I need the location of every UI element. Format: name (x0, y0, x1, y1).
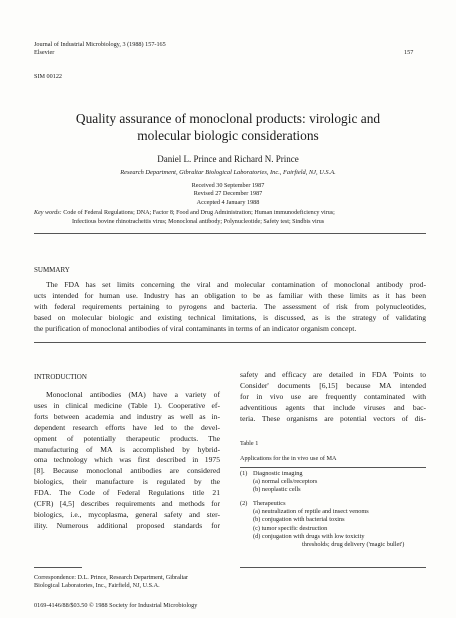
keywords (34, 209, 426, 226)
summary-line: ucts intended for human use. Industry has an obligation to be as familiar with these limits as it has been (34, 290, 426, 300)
intro-line: manufacturing of MA is accomplished by hybrid- (34, 444, 220, 454)
intro-line: forts between academia and industry as well as in- (34, 411, 220, 421)
intro-line: Monoclonal antibodies (MA) have a variety of (46, 390, 220, 399)
keywords-label: Key words: (34, 210, 62, 216)
summary-rule (34, 342, 426, 343)
received-date: Received 30 September 1987 (191, 182, 265, 189)
table-item: (b) conjugation with bacterial toxins (253, 516, 345, 524)
page-number: 157 (404, 49, 414, 56)
footnote-line: Biological Laboratories, Inc., Fairfield, NJ, U.S.A. (34, 582, 160, 589)
intro-line: [8]. Because monoclonal antibodies are considered (34, 466, 220, 476)
intro-line: (CFR) [4,5] describes requirements and methods for (34, 499, 220, 509)
paper-title (0, 110, 456, 144)
intro-line: oma technology which was first described in 1975 (34, 455, 220, 465)
correspondence-footnote (34, 574, 188, 590)
intro-line: biologics, their manufacture is regulated by the (34, 477, 220, 487)
intro-line: for in vivo use are frequently contaminated with (240, 391, 426, 401)
table-label: Table 1 (240, 440, 259, 447)
intro-column-right (240, 370, 426, 425)
journal-citation: Journal of Industrial Microbiology, 3 (1988) 157-165 (34, 41, 166, 48)
table-item: (a) normal cells/receptors (253, 478, 318, 486)
summary-line: the purification of monoclonal antibodies of viral contaminants in terms of an indicator organism concept. (34, 323, 357, 333)
intro-line: teria. These organisms are potential vectors of dis- (240, 413, 426, 423)
table-item-continuation: thresholds; drug delivery ('magic bullet') (302, 540, 405, 548)
group-title: Diagnostic imaging (253, 470, 303, 477)
summary-line: The FDA has set limits concerning the viral and molecular contamination of monoclonal antibody prod- (46, 280, 426, 289)
table-item: (d) conjugation with drugs with low toxicity (253, 532, 365, 540)
table-item: (a) neutralization of reptile and insect venoms (253, 508, 369, 516)
authors: Daniel L. Prince and Richard N. Prince (157, 154, 299, 164)
table-item: (c) tumor specific destruction (253, 524, 328, 532)
summary-line: based on molecular biologic and existing technical limitations, is discussed, as is the strategy of validating (34, 312, 426, 322)
summary-text (34, 280, 426, 335)
title-line: molecular biologic considerations (137, 128, 319, 143)
intro-line: adventitious agents that include viruses and bac- (240, 402, 426, 412)
keywords-line: Infectious bovine rhinotracheitis virus; Monoclonal antibody; Polynucleotide; Safety test; Sindbis virus (72, 218, 325, 225)
intro-line: Consider' documents [6,15] because MA intended (240, 380, 426, 390)
table-item: (b) neoplastic cells (253, 486, 301, 494)
intro-line: ility. Numerous additional proposed standards for (34, 520, 220, 530)
intro-column-left (34, 390, 220, 532)
group-number: (2) (240, 500, 248, 508)
footnote-rule (34, 567, 82, 568)
accepted-date: Accepted 4 January 1988 (196, 198, 260, 206)
intro-line: safety and efficacy are detailed in FDA 'Points to (240, 370, 426, 379)
introduction-heading: INTRODUCTION (34, 373, 87, 381)
group-number: (1) (240, 470, 248, 477)
dates (0, 182, 456, 207)
table-group (240, 470, 426, 494)
intro-line: opment of potentially therapeutic products. The (34, 433, 220, 443)
title-line: Quality assurance of monoclonal products: virologic and (75, 111, 381, 126)
table-caption: Applications for the in vivo use of MA (240, 455, 337, 462)
summary-line: with federal requirements pertaining to pyrogens and bacteria. The assessment of risk from polynucleotides, (34, 301, 426, 311)
publisher: Elsevier (34, 49, 55, 56)
group-title: Therapeutics (253, 500, 286, 508)
keywords-line: Code of Federal Regulations; DNA; Factor 8; Food and Drug Administration; Human immunodeficiency virus; (63, 210, 335, 216)
keywords-rule (34, 233, 426, 234)
revised-date: Revised 27 December 1987 (193, 190, 263, 198)
table-group (240, 500, 426, 549)
intro-line: biologics, i.e., mycoplasma, general safety and ster- (34, 509, 220, 519)
copyright-footer: 0169-4146/88/$03.50 © 1988 Society for Industrial Microbiology (34, 602, 198, 609)
table-top-rule (240, 467, 426, 468)
intro-line: FDA. The Code of Federal Regulations title 21 (34, 488, 220, 498)
sim-code: SIM 00122 (34, 73, 63, 80)
intro-line: dependent research efforts have led to the devel- (34, 422, 220, 432)
footnote-line: Correspondence: D.L. Prince, Research Department, Gibraltar (34, 574, 189, 581)
affiliation: Research Department, Gibraltar Biological Laboratories, Inc., Fairfield, NJ, U.S.A. (120, 169, 336, 176)
summary-heading: SUMMARY (34, 266, 70, 274)
applications-table (240, 470, 426, 549)
intro-line: uses in clinical medicine (Table 1). Cooperative ef- (34, 400, 220, 410)
table-bottom-rule (240, 567, 426, 568)
